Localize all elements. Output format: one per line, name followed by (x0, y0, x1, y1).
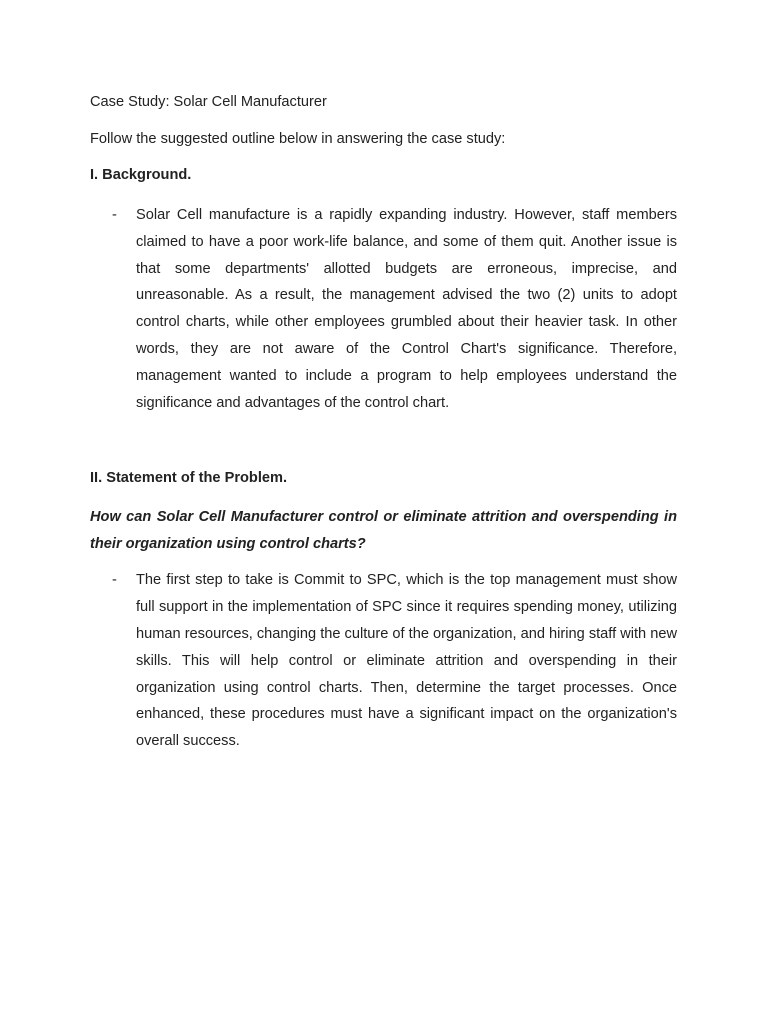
bullet-dash: - (112, 207, 117, 223)
document-title: Case Study: Solar Cell Manufacturer (90, 94, 327, 110)
problem-question: How can Solar Cell Manufacturer control or eliminate attrition and overspending in their organization using control charts? (90, 509, 677, 553)
background-text: Solar Cell manufacture is a rapidly expanding industry. However, staff members claimed to have a poor work-life balance, and some of them quit. Another issue is that some departments' allotted budgets are erroneous, imprecise, and unreasonable. As a result, the management advised the two (2) units to adopt control charts, while other employees grumbled about their heavier task. In other words, they are not aware of the Control Chart's significance. Therefore, management wanted to include a program to help employees understand the significance and advantages of the control chart. (136, 207, 677, 411)
section-heading-problem: II. Statement of the Problem. (90, 470, 288, 487)
document-page (90, 92, 677, 755)
section-heading-background: I. Background. (90, 167, 192, 183)
background-bullet (90, 202, 677, 416)
problem-answer-text: The first step to take is Commit to SPC, which is the top management must show full support in the implementation of SPC since it requires spending money, utilizing human resources, changing the culture of the organization, and hiring staff with new skills. This will help control or eliminate attrition and overspending in their organization using control charts. Then, determine the target processes. Once enhanced, these procedures must have a significant impact on the organization's overall success. (136, 572, 677, 750)
document-intro: Follow the suggested outline below in answering the case study: (90, 131, 506, 147)
problem-answer-bullet (90, 567, 677, 755)
bullet-dash: - (112, 572, 117, 589)
